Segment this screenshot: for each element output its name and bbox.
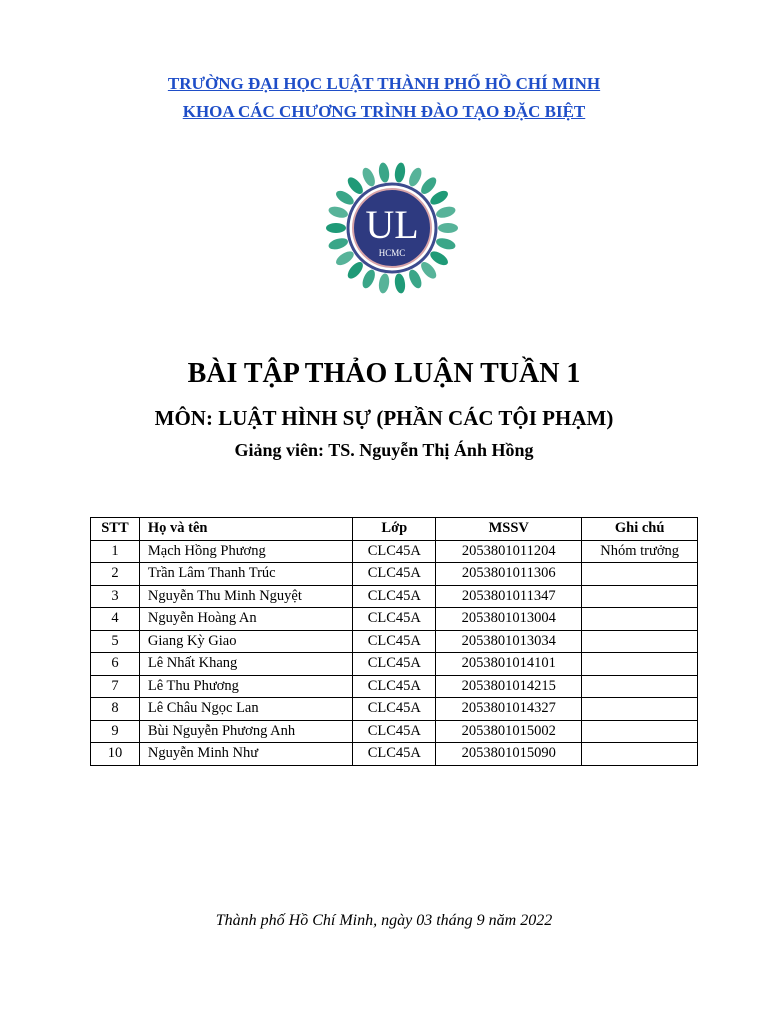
logo-leaf bbox=[435, 236, 457, 251]
header-name: Họ và tên bbox=[139, 518, 353, 541]
logo-leaf bbox=[360, 268, 377, 290]
cell-note bbox=[582, 653, 698, 676]
faculty-name: KHOA CÁC CHƯƠNG TRÌNH ĐÀO TẠO ĐẶC BIỆT bbox=[182, 102, 586, 121]
logo-leaf bbox=[360, 166, 377, 188]
logo-leaf bbox=[435, 205, 457, 220]
logo-leaf bbox=[428, 249, 450, 268]
university-name: TRƯỜNG ĐẠI HỌC LUẬT THÀNH PHỐ HỒ CHÍ MINH bbox=[167, 74, 601, 93]
cell-name: Nguyễn Hoàng An bbox=[139, 608, 353, 631]
cell-stt: 1 bbox=[91, 540, 140, 563]
cell-class: CLC45A bbox=[353, 585, 436, 608]
cell-stt: 3 bbox=[91, 585, 140, 608]
cell-class: CLC45A bbox=[353, 653, 436, 676]
cell-student-id: 2053801015090 bbox=[436, 743, 582, 766]
logo-leaf bbox=[345, 175, 366, 197]
cell-note bbox=[582, 563, 698, 586]
table-row bbox=[91, 675, 698, 698]
cell-name: Trần Lâm Thanh Trúc bbox=[139, 563, 353, 586]
document-header bbox=[0, 70, 768, 126]
cell-note bbox=[582, 720, 698, 743]
logo-monogram: UL bbox=[365, 202, 419, 247]
cell-note bbox=[582, 698, 698, 721]
cell-student-id: 2053801013034 bbox=[436, 630, 582, 653]
logo-leaf bbox=[394, 162, 407, 183]
cell-stt: 9 bbox=[91, 720, 140, 743]
logo-leaf bbox=[345, 259, 366, 281]
cell-name: Lê Nhất Khang bbox=[139, 653, 353, 676]
document-title: BÀI TẬP THẢO LUẬN TUẦN 1 bbox=[187, 358, 581, 389]
table-row bbox=[91, 608, 698, 631]
logo-leaf bbox=[378, 273, 391, 294]
logo-leaf bbox=[334, 249, 356, 268]
cell-class: CLC45A bbox=[353, 608, 436, 631]
table-row bbox=[91, 540, 698, 563]
cell-stt: 6 bbox=[91, 653, 140, 676]
university-logo bbox=[324, 160, 460, 296]
table-row bbox=[91, 743, 698, 766]
logo-leaf bbox=[378, 162, 391, 183]
place-and-date: Thành phố Hồ Chí Minh, ngày 03 tháng 9 năm 2022 bbox=[215, 912, 553, 929]
table-row bbox=[91, 563, 698, 586]
cell-name: Mạch Hồng Phương bbox=[139, 540, 353, 563]
logo-leaf bbox=[394, 273, 407, 294]
cell-class: CLC45A bbox=[353, 540, 436, 563]
cell-stt: 5 bbox=[91, 630, 140, 653]
logo-caption: HCMC bbox=[378, 248, 406, 258]
logo-emblem-icon bbox=[324, 160, 460, 296]
cell-class: CLC45A bbox=[353, 675, 436, 698]
cell-note bbox=[582, 608, 698, 631]
cell-name: Giang Kỳ Giao bbox=[139, 630, 353, 653]
logo-leaf bbox=[418, 175, 439, 197]
logo-leaf bbox=[428, 188, 450, 207]
cell-student-id: 2053801011306 bbox=[436, 563, 582, 586]
cell-name: Nguyễn Minh Như bbox=[139, 743, 353, 766]
cell-name: Nguyễn Thu Minh Nguyệt bbox=[139, 585, 353, 608]
cell-stt: 7 bbox=[91, 675, 140, 698]
cell-name: Bùi Nguyễn Phương Anh bbox=[139, 720, 353, 743]
logo-leaf bbox=[438, 223, 458, 233]
cell-class: CLC45A bbox=[353, 698, 436, 721]
cell-class: CLC45A bbox=[353, 720, 436, 743]
lecturer-name: Giảng viên: TS. Nguyễn Thị Ánh Hồng bbox=[234, 440, 534, 460]
cell-class: CLC45A bbox=[353, 630, 436, 653]
logo-leaf bbox=[334, 188, 356, 207]
cell-note bbox=[582, 743, 698, 766]
header-note: Ghi chú bbox=[582, 518, 698, 541]
cell-name: Lê Châu Ngọc Lan bbox=[139, 698, 353, 721]
logo-leaf bbox=[407, 268, 424, 290]
header-class: Lớp bbox=[353, 518, 436, 541]
members-table bbox=[90, 517, 698, 766]
cell-stt: 2 bbox=[91, 563, 140, 586]
header-student-id: MSSV bbox=[436, 518, 582, 541]
cell-student-id: 2053801014101 bbox=[436, 653, 582, 676]
table-row bbox=[91, 585, 698, 608]
table-row bbox=[91, 698, 698, 721]
cell-note bbox=[582, 585, 698, 608]
cell-student-id: 2053801011204 bbox=[436, 540, 582, 563]
cell-note bbox=[582, 630, 698, 653]
logo-leaf bbox=[327, 236, 349, 251]
table-header-row bbox=[91, 518, 698, 541]
cell-class: CLC45A bbox=[353, 563, 436, 586]
cell-student-id: 2053801014215 bbox=[436, 675, 582, 698]
logo-leaf bbox=[326, 223, 346, 233]
cell-student-id: 2053801011347 bbox=[436, 585, 582, 608]
cell-note: Nhóm trưởng bbox=[582, 540, 698, 563]
cell-note bbox=[582, 675, 698, 698]
cell-student-id: 2053801013004 bbox=[436, 608, 582, 631]
cell-stt: 8 bbox=[91, 698, 140, 721]
logo-leaf bbox=[407, 166, 424, 188]
table-row bbox=[91, 630, 698, 653]
logo-leaf bbox=[418, 259, 439, 281]
cell-name: Lê Thu Phương bbox=[139, 675, 353, 698]
table-row bbox=[91, 653, 698, 676]
cell-student-id: 2053801014327 bbox=[436, 698, 582, 721]
cell-stt: 10 bbox=[91, 743, 140, 766]
cell-stt: 4 bbox=[91, 608, 140, 631]
header-stt: STT bbox=[91, 518, 140, 541]
subject-title: MÔN: LUẬT HÌNH SỰ (PHẦN CÁC TỘI PHẠM) bbox=[154, 406, 614, 430]
cell-class: CLC45A bbox=[353, 743, 436, 766]
cell-student-id: 2053801015002 bbox=[436, 720, 582, 743]
logo-leaf bbox=[327, 205, 349, 220]
table-row bbox=[91, 720, 698, 743]
